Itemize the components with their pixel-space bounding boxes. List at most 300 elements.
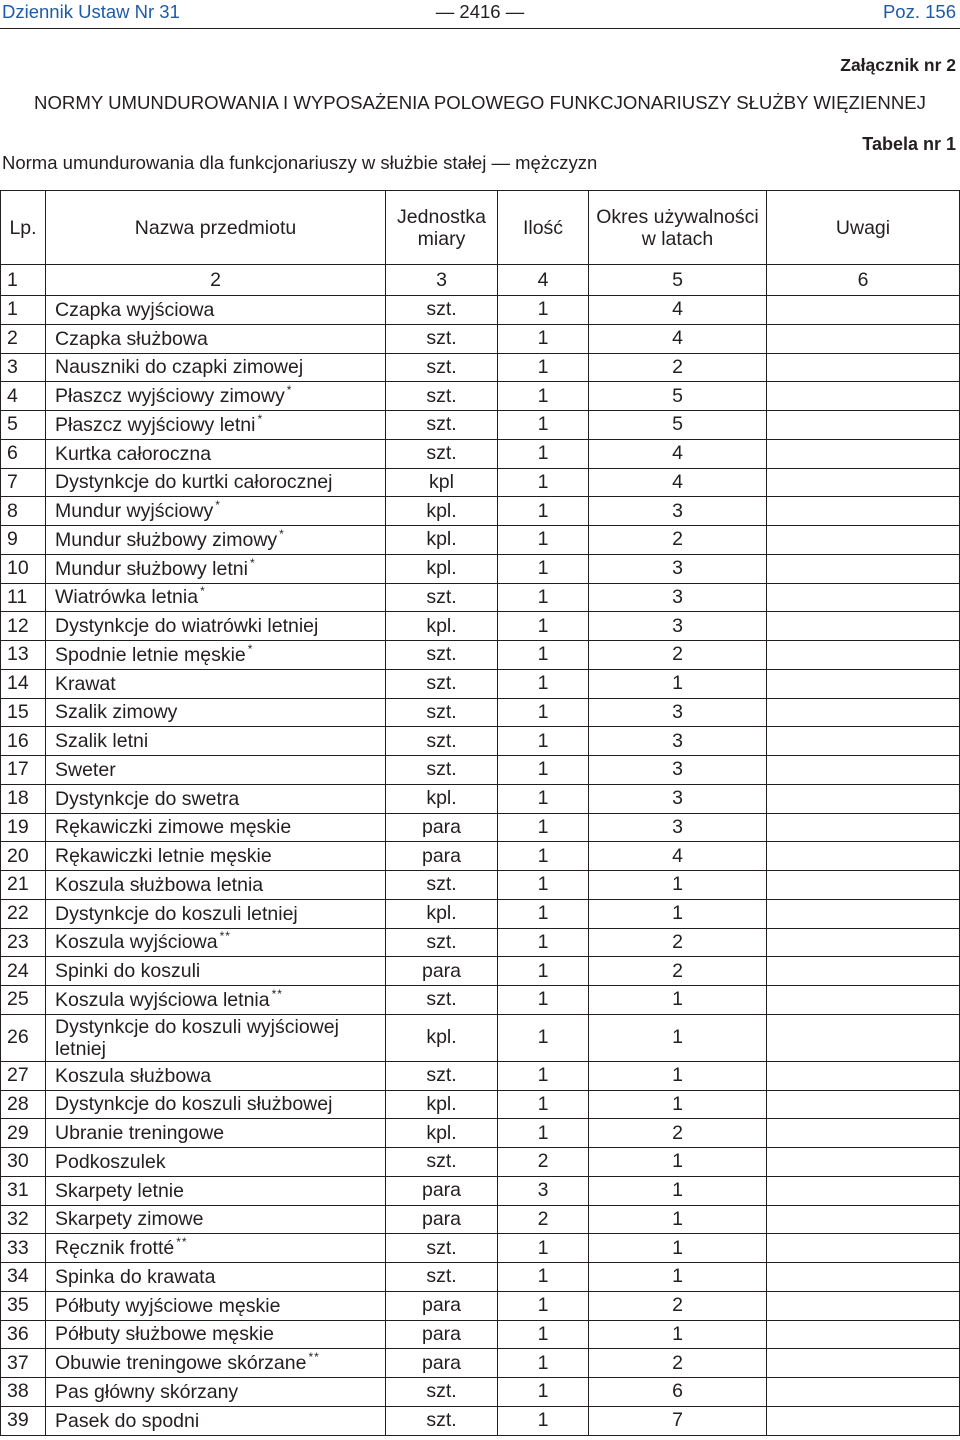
item-name-wrapper [55,1295,280,1317]
period-cell: 4 [589,469,767,498]
item-name-wrapper [55,759,116,781]
item-name: Mundur służbowy zimowy [55,528,278,551]
column-header-text: Lp. [9,216,37,239]
item-name-cell [46,1349,386,1378]
quantity-cell: 1 [498,555,589,584]
item-name-cell [46,440,386,469]
row-number: 38 [1,1378,46,1407]
row-number: 12 [1,612,46,641]
period-cell: 1 [589,1091,767,1120]
quantity-cell: 1 [498,1234,589,1263]
table-row [1,382,960,411]
item-name: Czapka służbowa [55,327,208,350]
unit-cell: kpl. [386,612,498,641]
table-row [1,1062,960,1091]
period-cell: 7 [589,1407,767,1436]
unit-cell: szt. [386,1148,498,1177]
item-name-wrapper [55,1016,372,1060]
item-name-wrapper [55,874,263,896]
period-cell: 2 [589,929,767,958]
unit-cell: para [386,1349,498,1378]
footnote-mark: * [247,641,254,656]
remarks-cell [767,296,960,325]
table-row [1,727,960,756]
remarks-cell [767,785,960,814]
item-name: Nauszniki do czapki zimowej [55,356,304,379]
footnote-mark: * [249,555,256,570]
item-name: Koszula służbowa [55,1064,212,1087]
table-row [1,670,960,699]
row-number: 10 [1,555,46,584]
period-cell: 1 [589,1177,767,1206]
period-cell: 2 [589,526,767,555]
row-number: 22 [1,900,46,929]
item-name: Sweter [55,758,116,781]
item-name: Pasek do spodni [55,1409,200,1432]
table-row [1,814,960,843]
quantity-cell: 1 [498,411,589,440]
unit-cell: kpl. [386,785,498,814]
item-name-wrapper [55,328,208,350]
item-name-wrapper [55,903,298,925]
item-name-wrapper [55,1266,215,1288]
unit-cell: szt. [386,1234,498,1263]
column-header-text: w latach [641,227,714,250]
quantity-cell: 1 [498,842,589,871]
table-row [1,986,960,1015]
item-name: Koszula wyjściowa [55,931,218,954]
table-row [1,699,960,728]
unit-cell: para [386,1321,498,1350]
quantity-cell: 1 [498,1407,589,1436]
footnote-mark: ** [308,1350,320,1365]
table-row [1,584,960,613]
item-name: Mundur służbowy letni [55,557,248,580]
period-cell: 3 [589,814,767,843]
table-row [1,411,960,440]
item-name-cell [46,1378,386,1407]
item-name: Koszula wyjściowa letnia [55,988,270,1011]
column-number: 2 [46,265,386,296]
unit-cell: szt. [386,641,498,670]
column-header-text: miary [417,227,466,250]
column-header-lp [1,191,46,265]
table-row [1,842,960,871]
table-row [1,612,960,641]
quantity-cell: 1 [498,1263,589,1292]
period-cell: 1 [589,1263,767,1292]
item-name: Dystynkcje do kurtki całorocznej [55,471,333,494]
position-number: Poz. 156 [882,1,956,22]
row-number: 11 [1,584,46,613]
table-row [1,354,960,383]
remarks-cell [767,440,960,469]
item-name-wrapper [55,443,211,465]
quantity-cell: 1 [498,1378,589,1407]
unit-cell: kpl. [386,1119,498,1148]
unit-cell: szt. [386,986,498,1015]
item-name-cell [46,555,386,584]
column-number: 5 [589,265,767,296]
table-body [1,296,960,1436]
table-row [1,469,960,498]
table-row [1,1177,960,1206]
item-name-wrapper [55,816,291,838]
table-row [1,1349,960,1378]
item-name: Płaszcz wyjściowy letni [55,413,256,436]
row-number: 13 [1,641,46,670]
table-row [1,929,960,958]
footnote-mark: * [279,526,285,541]
remarks-cell [767,497,960,526]
row-number: 24 [1,957,46,986]
document-title: NORMY UMUNDUROWANIA I WYPOSAŻENIA POLOWEGO FUNKCJONARIUSZY SŁUŻBY WIĘZIENNEJ [34,92,926,113]
footnote-mark: * [200,584,206,599]
item-name-wrapper [55,701,177,723]
remarks-cell [767,929,960,958]
remarks-cell [767,756,960,785]
period-cell: 1 [589,1148,767,1177]
item-name-cell [46,1062,386,1091]
item-name-cell [46,1292,386,1321]
remarks-cell [767,382,960,411]
remarks-cell [767,1148,960,1177]
remarks-cell [767,469,960,498]
item-name: Płaszcz wyjściowy zimowy [55,385,285,408]
table-row [1,440,960,469]
unit-cell: para [386,1292,498,1321]
row-number: 8 [1,497,46,526]
item-name-wrapper [55,586,206,608]
column-header-unit [386,191,498,265]
item-name-wrapper [55,1151,166,1173]
table-row [1,1091,960,1120]
quantity-cell: 1 [498,871,589,900]
row-number: 20 [1,842,46,871]
row-number: 21 [1,871,46,900]
unit-cell: szt. [386,699,498,728]
item-name-cell [46,756,386,785]
footnote-mark: * [286,383,293,398]
item-name-cell [46,1407,386,1436]
item-name-wrapper [55,960,200,982]
table-row [1,497,960,526]
quantity-cell: 1 [498,1091,589,1120]
unit-cell: szt. [386,584,498,613]
unit-cell: para [386,842,498,871]
table-row [1,526,960,555]
unit-cell: szt. [386,1378,498,1407]
item-name-wrapper [55,385,292,407]
item-name: Rękawiczki letnie męskie [55,845,272,868]
period-cell: 2 [589,957,767,986]
item-name-cell [46,957,386,986]
unit-cell: kpl. [386,497,498,526]
item-name-cell [46,641,386,670]
item-name-cell [46,871,386,900]
item-name-wrapper [55,1122,224,1144]
period-cell: 1 [589,1015,767,1062]
row-number: 26 [1,1015,46,1062]
item-name-cell [46,1148,386,1177]
remarks-cell [767,1321,960,1350]
row-number: 36 [1,1321,46,1350]
quantity-cell: 1 [498,1349,589,1378]
column-header-text: Uwagi [835,216,891,239]
period-cell: 5 [589,382,767,411]
table-row [1,957,960,986]
column-header-name [46,191,386,265]
remarks-cell [767,957,960,986]
remarks-cell [767,555,960,584]
item-name-cell [46,526,386,555]
quantity-cell: 1 [498,699,589,728]
remarks-cell [767,814,960,843]
item-name-wrapper [55,615,318,637]
table-row [1,325,960,354]
item-name-wrapper [55,356,303,378]
unit-cell: szt. [386,1263,498,1292]
item-name: Półbuty służbowe męskie [55,1323,274,1346]
quantity-cell: 1 [498,986,589,1015]
table-row [1,1292,960,1321]
quantity-cell: 1 [498,1015,589,1062]
row-number: 33 [1,1234,46,1263]
table-row [1,1407,960,1436]
remarks-cell [767,842,960,871]
period-cell: 3 [589,756,767,785]
unit-cell: szt. [386,382,498,411]
item-name: Ręcznik frotté [55,1237,175,1260]
item-name-cell [46,699,386,728]
column-number: 6 [767,265,960,296]
item-name-cell [46,900,386,929]
table-row [1,1015,960,1062]
row-number: 3 [1,354,46,383]
item-name-wrapper [55,730,148,752]
row-number: 15 [1,699,46,728]
quantity-cell: 1 [498,612,589,641]
table-row [1,555,960,584]
remarks-cell [767,1206,960,1235]
uniform-norms-table [0,190,960,1436]
row-number: 32 [1,1206,46,1235]
quantity-cell: 2 [498,1148,589,1177]
quantity-cell: 3 [498,1177,589,1206]
item-name-wrapper [55,1323,274,1345]
item-name-wrapper [55,1237,188,1259]
column-number: 4 [498,265,589,296]
period-cell: 3 [589,699,767,728]
table-row [1,1378,960,1407]
period-cell: 2 [589,354,767,383]
footnote-mark: ** [176,1235,188,1250]
item-name: Podkoszulek [55,1150,166,1173]
row-number: 19 [1,814,46,843]
item-name: Szalik zimowy [55,701,178,724]
period-cell: 2 [589,1292,767,1321]
remarks-cell [767,1177,960,1206]
item-name-wrapper [55,845,272,867]
item-name-wrapper [55,1381,238,1403]
quantity-cell: 1 [498,1062,589,1091]
period-cell: 4 [589,296,767,325]
table-header-row [1,191,960,265]
quantity-cell: 1 [498,900,589,929]
row-number: 7 [1,469,46,498]
item-name: Dystynkcje do wiatrówki letniej [55,615,319,638]
column-header-text: Nazwa przedmiotu [134,216,297,239]
unit-cell: para [386,1206,498,1235]
quantity-cell: 1 [498,296,589,325]
table-row [1,900,960,929]
table-label: Tabela nr 1 [862,134,956,154]
item-name: Skarpety letnie [55,1179,184,1202]
period-cell: 6 [589,1378,767,1407]
quantity-cell: 1 [498,440,589,469]
quantity-cell: 1 [498,325,589,354]
annex-label: Załącznik nr 2 [840,55,956,75]
item-name-cell [46,785,386,814]
unit-cell: szt. [386,1062,498,1091]
unit-cell: szt. [386,727,498,756]
item-name: Pas główny skórzany [55,1380,239,1403]
quantity-cell: 1 [498,469,589,498]
item-name-wrapper [55,471,332,493]
unit-cell: szt. [386,296,498,325]
item-name-wrapper [55,1065,211,1087]
unit-cell: para [386,957,498,986]
table-row [1,641,960,670]
unit-cell: kpl [386,469,498,498]
quantity-cell: 2 [498,1206,589,1235]
item-name-cell [46,1263,386,1292]
remarks-cell [767,1015,960,1062]
row-number: 37 [1,1349,46,1378]
column-header-quantity [498,191,589,265]
item-name: Wiatrówka letnia [55,586,199,609]
quantity-cell: 1 [498,641,589,670]
table-row [1,1119,960,1148]
period-cell: 2 [589,1349,767,1378]
item-name-cell [46,612,386,641]
row-number: 4 [1,382,46,411]
row-number: 14 [1,670,46,699]
item-name: Półbuty wyjściowe męskie [55,1294,281,1317]
period-cell: 3 [589,497,767,526]
item-name-wrapper [55,1208,203,1230]
period-cell: 3 [589,727,767,756]
item-name: Dystynkcje do koszuli wyjściowej letniej [55,1015,339,1060]
item-name-cell [46,814,386,843]
unit-cell: kpl. [386,900,498,929]
quantity-cell: 1 [498,727,589,756]
item-name-cell [46,670,386,699]
footnote-mark: * [257,411,264,426]
period-cell: 1 [589,670,767,699]
item-name-cell [46,986,386,1015]
item-name-wrapper [55,673,116,695]
item-name-cell [46,469,386,498]
item-name-wrapper [55,555,256,580]
remarks-cell [767,986,960,1015]
remarks-cell [767,1091,960,1120]
item-name-cell [46,1206,386,1235]
remarks-cell [767,1378,960,1407]
quantity-cell: 1 [498,756,589,785]
table-row [1,1234,960,1263]
period-cell: 1 [589,986,767,1015]
item-name-wrapper [55,1180,184,1202]
remarks-cell [767,1234,960,1263]
unit-cell: para [386,1177,498,1206]
remarks-cell [767,699,960,728]
period-cell: 4 [589,325,767,354]
row-number: 31 [1,1177,46,1206]
item-name-cell [46,727,386,756]
period-cell: 3 [589,785,767,814]
item-name-wrapper [55,1410,199,1432]
row-number: 18 [1,785,46,814]
row-number: 17 [1,756,46,785]
row-number: 23 [1,929,46,958]
quantity-cell: 1 [498,1119,589,1148]
item-name: Spinki do koszuli [55,960,201,983]
table-row [1,785,960,814]
period-cell: 2 [589,1119,767,1148]
column-number: 3 [386,265,498,296]
row-number: 30 [1,1148,46,1177]
table-row [1,871,960,900]
item-name-cell [46,929,386,958]
quantity-cell: 1 [498,382,589,411]
unit-cell: szt. [386,1407,498,1436]
quantity-cell: 1 [498,354,589,383]
footnote-mark: * [215,498,221,513]
row-number: 9 [1,526,46,555]
period-cell: 1 [589,900,767,929]
unit-cell: szt. [386,354,498,383]
item-name-cell [46,354,386,383]
period-cell: 3 [589,584,767,613]
period-cell: 4 [589,842,767,871]
unit-cell: kpl. [386,555,498,584]
remarks-cell [767,1263,960,1292]
column-number: 1 [1,265,46,296]
column-header-text: Okres używalności [596,205,759,228]
row-number: 6 [1,440,46,469]
item-name-wrapper [55,986,283,1011]
item-name-cell [46,1015,386,1062]
item-name-wrapper [55,788,239,810]
item-name-wrapper [55,500,221,522]
item-name: Spinka do krawata [55,1265,216,1288]
period-cell: 1 [589,1206,767,1235]
row-number: 25 [1,986,46,1015]
unit-cell: kpl. [386,526,498,555]
row-number: 29 [1,1119,46,1148]
remarks-cell [767,612,960,641]
quantity-cell: 1 [498,814,589,843]
remarks-cell [767,411,960,440]
remarks-cell [767,670,960,699]
item-name-wrapper [55,299,214,321]
period-cell: 2 [589,641,767,670]
remarks-cell [767,641,960,670]
item-name-cell [46,1321,386,1350]
quantity-cell: 1 [498,929,589,958]
column-header-text: Ilość [522,216,564,239]
